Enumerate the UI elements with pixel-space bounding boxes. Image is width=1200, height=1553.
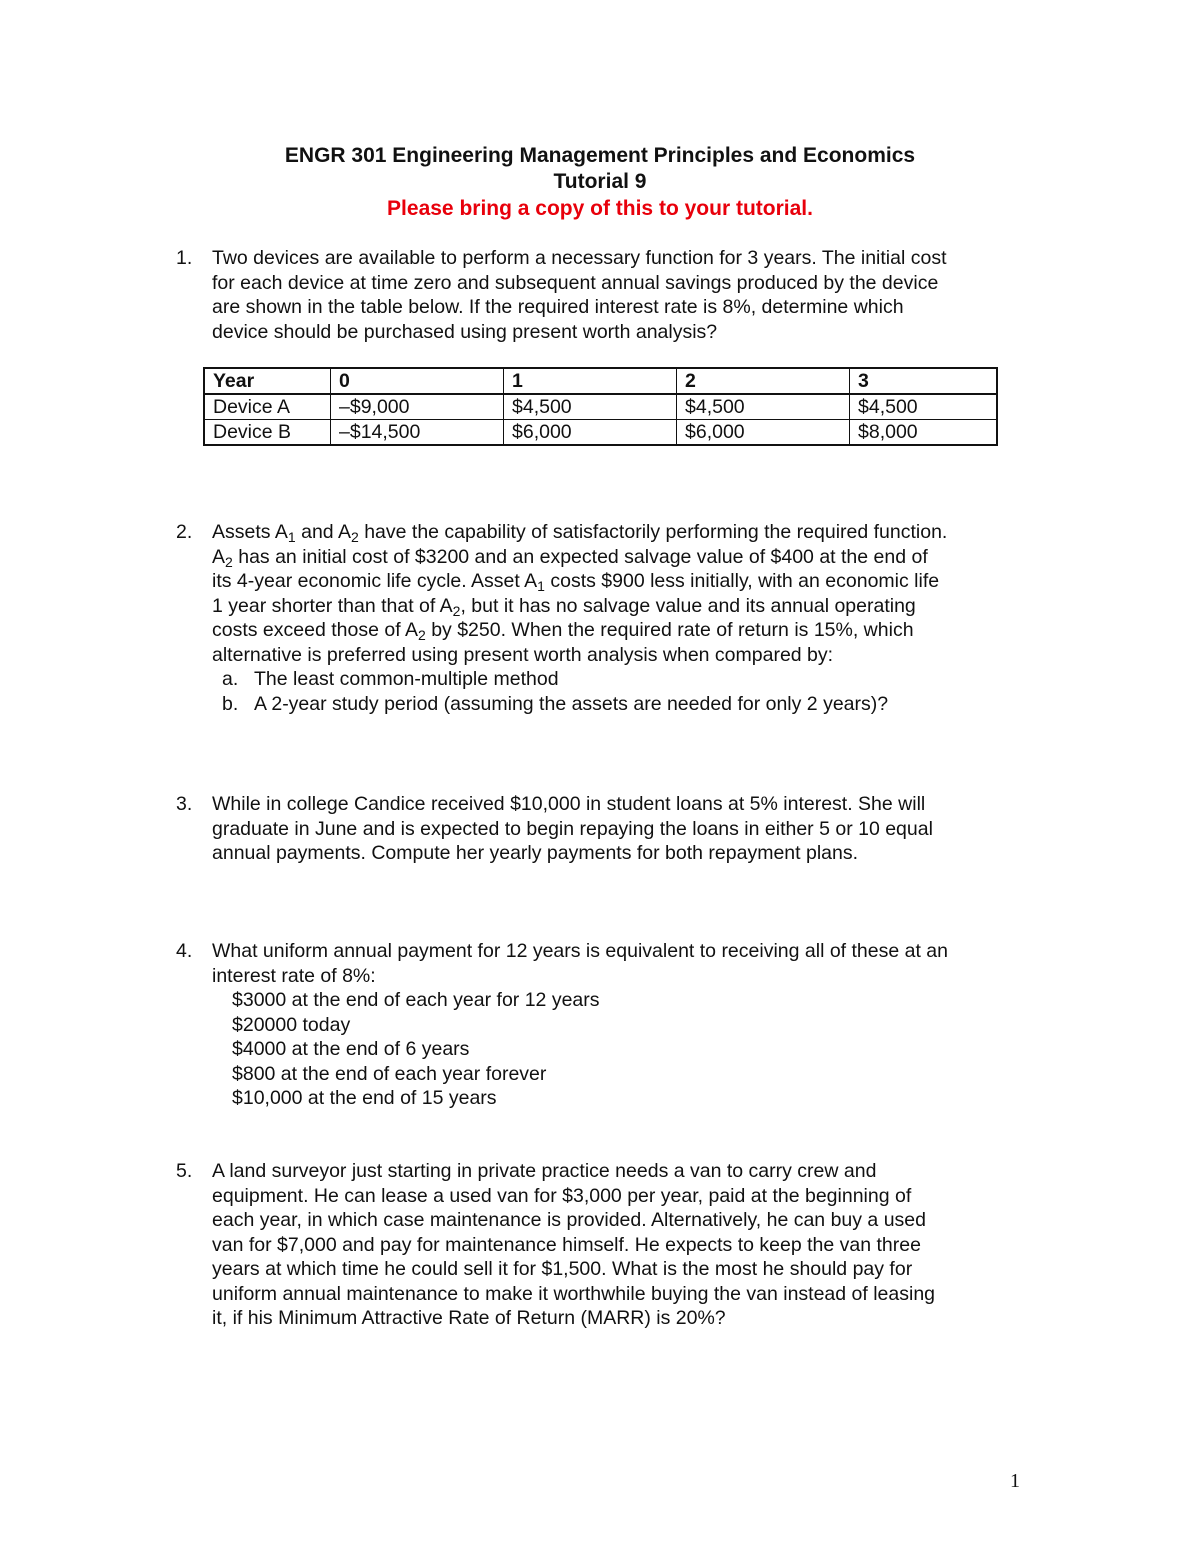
table-cell: Device B — [204, 420, 331, 446]
text-run: A — [212, 545, 226, 568]
list-item: $800 at the end of each year forever — [232, 1062, 547, 1085]
text-line: annual payments. Compute her yearly payments for both repayment plans. — [212, 842, 859, 864]
question-number: 2. — [176, 521, 193, 543]
text-line: device should be purchased using present worth analysis? — [212, 320, 718, 343]
text-line — [212, 618, 1036, 643]
table-cell: $4,500 — [850, 394, 998, 420]
question-4 — [176, 939, 1036, 1111]
subscript: 2 — [350, 529, 359, 545]
text-line: graduate in June and is expected to begin repaying the loans in either 5 or 10 equal — [212, 817, 933, 840]
course-title: ENGR 301 Engineering Management Principles and Economics — [284, 144, 916, 167]
question-text — [212, 520, 1036, 716]
text-line: A land surveyor just starting in private practice needs a van to carry crew and — [212, 1160, 877, 1182]
text-line: are shown in the table below. If the required interest rate is 8%, determine which — [212, 296, 904, 318]
text-line: What uniform annual payment for 12 years is equivalent to receiving all of these at an — [212, 940, 948, 962]
list-item: $3000 at the end of each year for 12 years — [232, 989, 600, 1011]
list-item: $10,000 at the end of 15 years — [232, 1087, 497, 1109]
table-cell: $6,000 — [504, 420, 677, 446]
question-2 — [176, 520, 1036, 716]
table-cell: $6,000 — [677, 420, 850, 446]
document-header — [0, 143, 1200, 223]
text-line: alternative is preferred using present worth analysis when compared by: — [212, 643, 834, 666]
question-number: 5. — [176, 1160, 193, 1182]
text-line: While in college Candice received $10,000 in student loans at 5% interest. She will — [212, 793, 926, 815]
sub-question-text: The least common-multiple method — [254, 668, 559, 690]
text-run: its 4-year economic life cycle. Asset A — [212, 570, 538, 592]
text-line — [212, 520, 1036, 545]
sub-question-label: a. — [222, 668, 239, 690]
text-run: , but it has no salvage value and its annual operating — [460, 594, 916, 617]
question-text — [212, 792, 1036, 866]
table-cell: Device A — [204, 394, 331, 420]
text-line: van for $7,000 and pay for maintenance himself. He expects to keep the van three — [212, 1233, 921, 1256]
text-run: has an initial cost of $3200 and an expected salvage value of $400 at the end of — [238, 545, 928, 568]
question-text — [212, 1159, 1036, 1331]
subscript: 1 — [537, 578, 545, 594]
text-run: Assets A — [212, 521, 288, 543]
question-text — [212, 939, 1036, 1111]
subscript: 2 — [225, 553, 233, 570]
header-cell: 0 — [331, 368, 504, 394]
question-1 — [176, 246, 1036, 344]
tutorial-title: Tutorial 9 — [553, 170, 647, 193]
text-run: costs $900 less initially, with an economic life — [550, 570, 940, 592]
table-row — [204, 420, 997, 446]
text-line: interest rate of 8%: — [212, 964, 376, 987]
device-cost-table — [203, 367, 998, 446]
text-run: and A — [301, 521, 351, 543]
text-line: Two devices are available to perform a necessary function for 3 years. The initial cost — [212, 247, 947, 269]
question-number: 4. — [176, 940, 193, 962]
text-line: for each device at time zero and subsequent annual savings produced by the device — [212, 271, 939, 294]
header-cell: Year — [204, 368, 331, 394]
text-line: uniform annual maintenance to make it worthwhile buying the van instead of leasing — [212, 1282, 936, 1305]
table-header-row — [204, 368, 997, 394]
subscript: 1 — [287, 529, 296, 545]
text-run: have the capability of satisfactorily performing the required function. — [364, 521, 948, 543]
question-text — [212, 246, 1036, 344]
page-number: 1 — [1010, 1470, 1020, 1492]
text-run: 1 year shorter than that of A — [212, 594, 453, 617]
text-line: each year, in which case maintenance is provided. Alternatively, he can buy a used — [212, 1209, 926, 1231]
question-number: 3. — [176, 793, 193, 815]
sub-question-text: A 2-year study period (assuming the assets are needed for only 2 years)? — [254, 692, 889, 715]
sub-question-b — [222, 692, 1036, 717]
header-cell: 2 — [677, 368, 850, 394]
list-item: $4000 at the end of 6 years — [232, 1038, 470, 1060]
table-cell: –$9,000 — [331, 394, 504, 420]
text-run: by $250. When the required rate of return is 15%, which — [431, 619, 914, 641]
text-line: it, if his Minimum Attractive Rate of Return (MARR) is 20%? — [212, 1307, 726, 1329]
subscript: 2 — [417, 627, 426, 643]
question-3 — [176, 792, 1036, 866]
sub-question-label: b. — [222, 692, 239, 715]
table-row — [204, 394, 997, 420]
table-cell: $8,000 — [850, 420, 998, 446]
text-line — [212, 594, 1036, 619]
bring-copy-notice: Please bring a copy of this to your tutorial. — [387, 197, 813, 220]
text-line: years at which time he could sell it for $1,500. What is the most he should pay for — [212, 1258, 913, 1280]
text-line — [212, 545, 1036, 570]
table-cell: $4,500 — [677, 394, 850, 420]
list-item: $20000 today — [232, 1013, 351, 1036]
header-cell: 3 — [850, 368, 998, 394]
table-cell: $4,500 — [504, 394, 677, 420]
question-5 — [176, 1159, 1036, 1331]
text-line — [212, 569, 1036, 594]
text-line: equipment. He can lease a used van for $3,000 per year, paid at the beginning of — [212, 1184, 912, 1207]
sub-question-a — [222, 667, 1036, 692]
subscript: 2 — [452, 602, 461, 619]
question-number: 1. — [176, 247, 193, 269]
table-cell: –$14,500 — [331, 420, 504, 446]
header-cell: 1 — [504, 368, 677, 394]
cash-flow-list — [232, 988, 1036, 1111]
text-run: costs exceed those of A — [212, 619, 418, 641]
